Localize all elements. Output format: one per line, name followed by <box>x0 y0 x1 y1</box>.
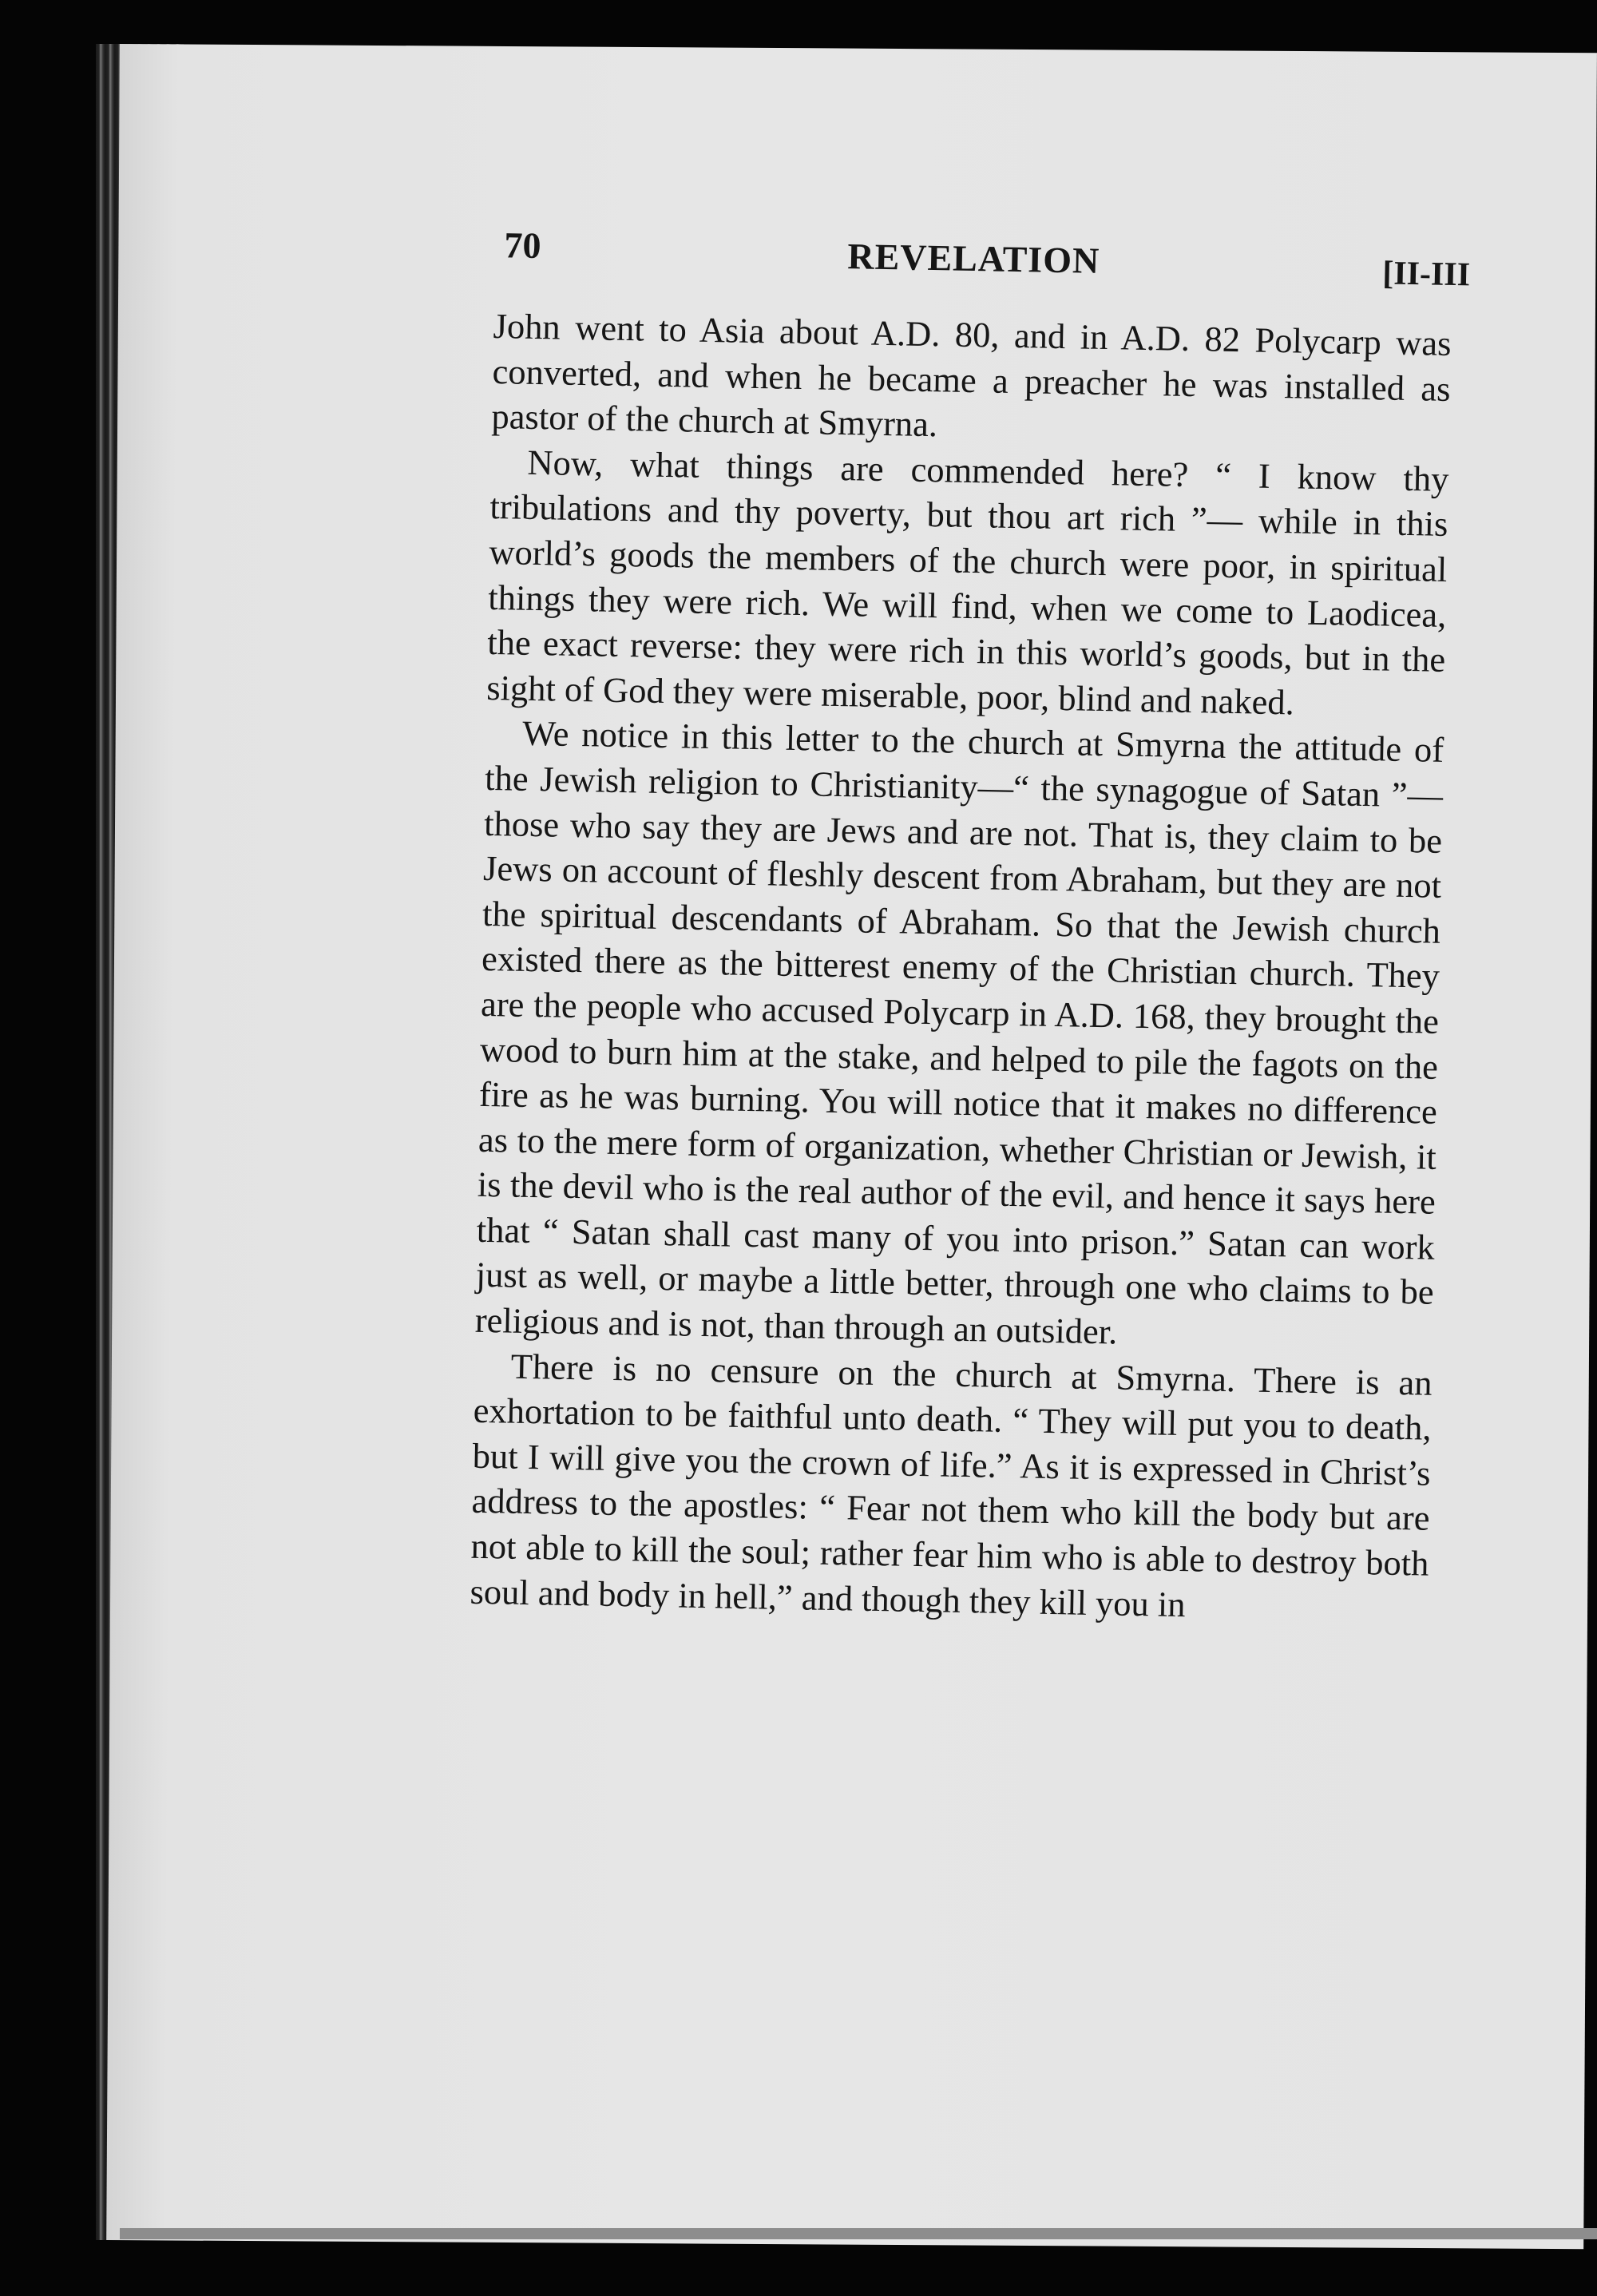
paragraph: Now, what things are commended here? “ I know thy tribulations and thy poverty, but thou art rich ”— while in this world’s goods the members of the church were poor, in spiritual things they were rich. We will find, when we come to Laodicea, the exact reverse: they were rich in this world’s goods, but in the sight of God they were miserable, poor, blind and naked. <box>485 442 1449 723</box>
section-reference: [II-III <box>1381 255 1471 294</box>
paragraph: There is no censure on the church at Smyrna. There is an exhortation to be faithful unto death. “ They will put you to death, but I will give you the crown of life.” As it is expressed in Christ’s address to the apostles: “ Fear not them who kill the body but are not able to kill the soul; rather fear him who is able to destroy both soul and body in hell,” and though they kill you in <box>470 1346 1433 1624</box>
page-bottom-edge <box>120 2228 1597 2239</box>
paragraph: We notice in this letter to the church at Smyrna the attitude of the Jewish religion to Christianity—“ the synagogue of Satan ”—those who say they are Jews and are not. That is, they claim to be Jews on account of fleshly descent from Abraham, but they are not the spiritual descendants of Abraham. So that the Jewish church existed there as the bitterest enemy of the Christian church. They are the people who accused Polycarp in A.D. 168, they brought the wood to burn him at the stake, and helped to pile the fagots on the fire as he was burning. You will notice that it makes no difference as to the mere form of organization, whether Christian or Jewish, it is the devil who is the real author of the evil, and hence it says here that “ Satan shall cast many of you into prison.” Satan can work just as well, or maybe a little better, through one who claims to be religious and is not, than through an outsider. <box>474 713 1444 1352</box>
running-title: REVELATION <box>846 236 1100 281</box>
body-text <box>470 303 1452 1632</box>
page-number: 70 <box>504 224 541 267</box>
paragraph: John went to Asia about A.D. 80, and in A.D. 82 Polycarp was converted, and when he became a preacher he was installed as pastor of the church at Smyrna. <box>491 305 1452 445</box>
page-content <box>470 224 1471 1632</box>
